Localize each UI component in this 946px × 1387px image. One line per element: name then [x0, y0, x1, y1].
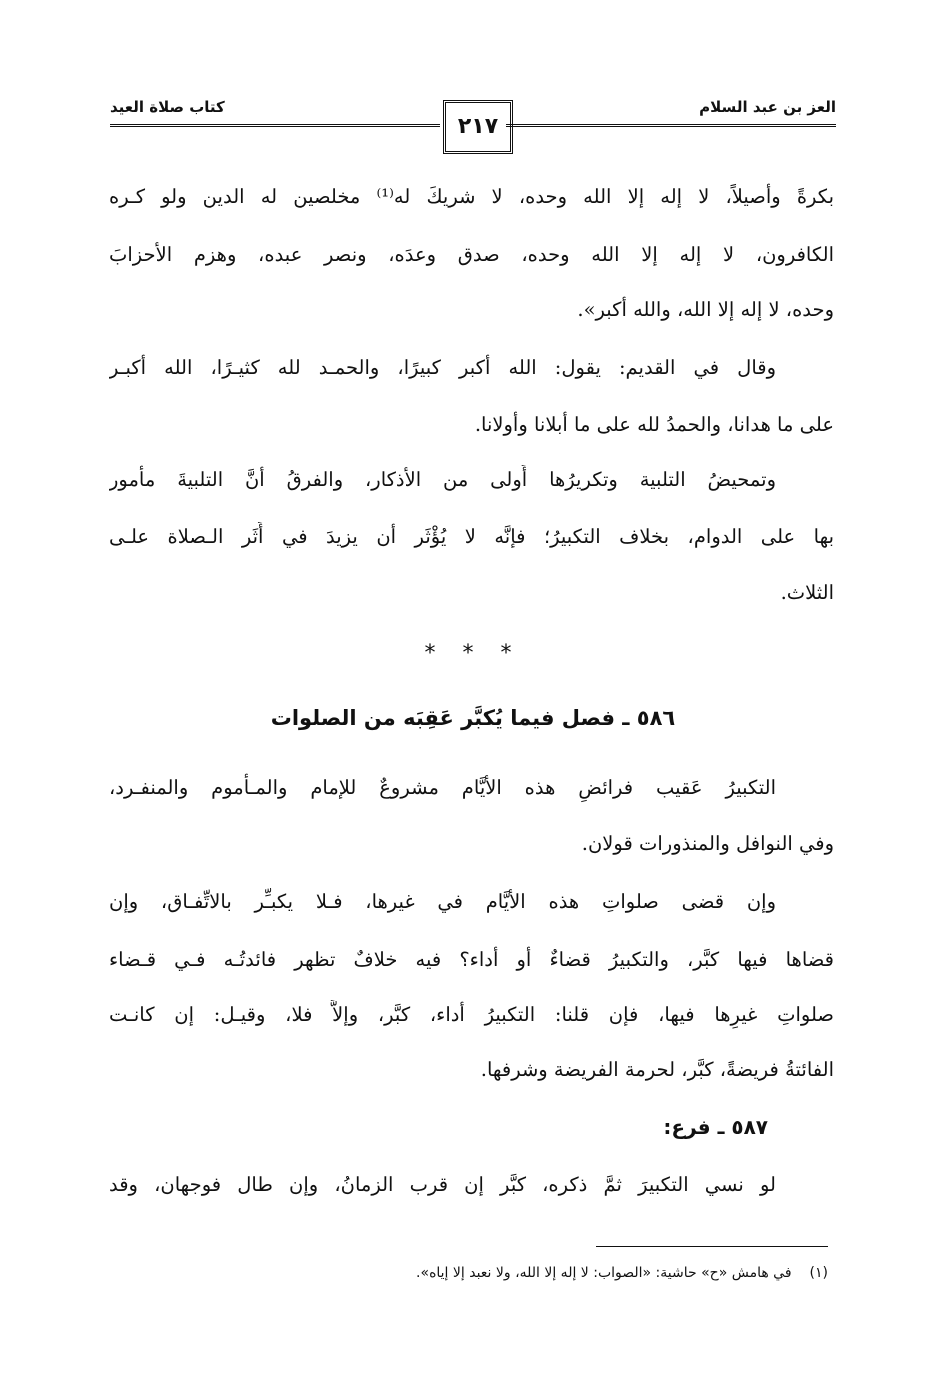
text-line: على ما هدانا، والحمدُ لله على ما أبلانا وأولانا.	[474, 413, 834, 436]
text-line: بكرةً وأصيلاً، لا إله إلا الله وحده، لا شريكَ له⁽¹⁾ مخلصين له الدين ولو كـره	[109, 185, 834, 208]
section-separator: * * *	[424, 641, 522, 666]
section-heading: ٥٨٦ ـ فصل فيما يُكبَّر عَقِبَه من الصلوات	[270, 706, 676, 730]
text-line: بها على الدوام، بخلاف التكبيرُ؛ فإنَّه لا يُؤْثَر أن يزيدَ في أَثَر الـصلاة علـى	[109, 525, 834, 548]
text-line: صلواتِ غيرِها فيها، فإن قلنا: التكبيرُ أداء، كبَّر، وإلاَّ فلا، وقيـل: إن كانـت	[109, 1003, 834, 1026]
header-rule-right	[506, 124, 836, 127]
text-line: لو نسي التكبيرَ ثمَّ ذكره، كبَّر إن قرب الزمانُ، وإن طال فوجهان، وقد	[109, 1173, 776, 1196]
footnote	[416, 1265, 828, 1281]
text-line: وقال في القديم: يقول: الله أكبر كبيرًا، والحمـد لله كثيـرًا، الله أكبـر	[109, 356, 776, 379]
sub-heading: ٥٨٧ ـ فرع:	[663, 1115, 768, 1139]
footnote-text: في هامش «ح» حاشية: «الصواب: لا إله إلا الله، ولا نعبد إلا إياه».	[416, 1265, 792, 1281]
text-line: الفائتةُ فريضةً، كبَّر، لحرمة الفريضة وشرفها.	[480, 1058, 834, 1081]
running-header-author: العز بن عبد السلام	[699, 98, 836, 116]
page-number: ٢١٧	[443, 100, 513, 154]
header-rule-left	[110, 124, 440, 127]
footnote-number: (١)	[809, 1265, 828, 1281]
text-line: الثلاث.	[780, 581, 834, 604]
text-line: وتمحيضُ التلبية وتكريرُها أَولى من الأذكار، والفرقُ أنَّ التلبيةَ مأمور	[109, 468, 776, 491]
text-line: وإن قضى صلواتِ هذه الأيَّام في غيرها، فـلا يكبـِّر بالاتِّفـاق، وإن	[109, 890, 776, 913]
text-line: الكافرون، لا إله إلا الله وحده، صدق وعدَه، ونصر عبده، وهزم الأحزابَ	[109, 243, 834, 266]
text-line: التكبيرُ عَقيب فرائضِ هذه الأيَّام مشروعٌ للإمام والمـأموم والمنفـرد،	[109, 776, 776, 799]
text-line: وفي النوافل والمنذورات قولان.	[581, 832, 834, 855]
footnote-rule	[596, 1246, 828, 1247]
text-line: وحده، لا إله إلا الله، والله أكبر».	[577, 298, 834, 321]
text-line: قضاها فيها كبَّر، والتكبيرُ قضاءٌ أو أداء؟ فيه خلافٌ تظهر فائدتُـه فـي قـضاء	[109, 948, 834, 971]
running-header-book: كتاب صلاة العيد	[110, 98, 225, 116]
